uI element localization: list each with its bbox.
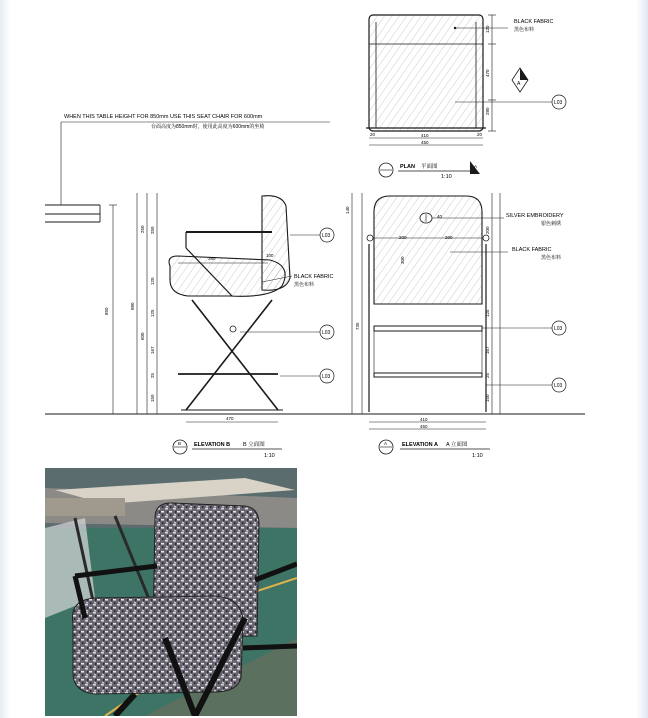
plan-scale: 1:10 xyxy=(441,174,452,180)
elev-b-title-letter: B xyxy=(178,441,182,446)
elev-a-title-letter: A xyxy=(384,441,388,446)
elev-b-scale: 1:10 xyxy=(264,453,275,459)
elev-b-dim-h2: 250 xyxy=(140,225,145,233)
elev-a-dim-w2: 200 xyxy=(445,235,453,240)
plan-section-marker xyxy=(512,68,528,92)
elev-a-backrest xyxy=(374,196,482,304)
elev-b-dim-seat: 600 xyxy=(140,332,145,340)
elevation-b-view xyxy=(104,193,334,459)
plan-fabric-label: BLACK FABRIC xyxy=(514,19,554,25)
table-top-stub xyxy=(45,205,100,222)
plan-dim-d1: 20 xyxy=(370,132,376,137)
elev-b-dim-h4: 125 xyxy=(150,309,155,317)
elev-b-dim-top2: 100 xyxy=(266,253,274,258)
elev-b-dim-h7: 150 xyxy=(150,394,155,402)
plan-dim-side3: 280 xyxy=(485,107,490,115)
elev-b-fabric-label: BLACK FABRIC xyxy=(294,274,334,280)
elev-a-dim-h1: 140 xyxy=(345,206,350,214)
elev-a-fabric-label-cn: 黑色布料 xyxy=(541,255,562,261)
elev-a-dim-h2: 300 xyxy=(400,256,405,264)
elev-a-dim-base-inner: 410 xyxy=(420,417,428,422)
elev-b-dim-h2b: 250 xyxy=(150,226,155,234)
note-en: WHEN THIS TABLE HEIGHT FOR 850mm USE THIS SEAT CHAIR FOR 600mm xyxy=(64,114,263,120)
elev-a-dim-base-outer: 450 xyxy=(420,424,428,429)
chair-photo-illustration xyxy=(45,468,297,716)
elev-b-dim-total: 850 xyxy=(104,307,109,315)
chair-photo xyxy=(45,468,297,716)
elev-a-callout-1: L03 xyxy=(554,326,563,332)
plan-dim-outer: 450 xyxy=(421,140,429,145)
plan-dim-side1: 120 xyxy=(485,25,490,33)
elev-b-leg-front xyxy=(186,300,272,410)
elev-b-dim-h1: 880 xyxy=(130,302,135,310)
elev-b-callout-3: L03 xyxy=(322,374,331,380)
elev-a-dim-h5: 167 xyxy=(485,346,490,354)
plan-title-cn: 平面图 xyxy=(421,164,438,170)
elev-a-dim-h6: 25 xyxy=(485,372,490,378)
elev-a-scale: 1:10 xyxy=(472,453,483,459)
elev-a-dim-h4: 125 xyxy=(485,309,490,317)
elev-b-dim-h6: 25 xyxy=(150,372,155,378)
elev-b-dim-base: 470 xyxy=(226,416,234,421)
elev-b-fabric-label-cn: 黑色布料 xyxy=(294,282,315,288)
elev-a-footrest xyxy=(374,373,482,377)
elev-a-title: ELEVATION A xyxy=(402,442,438,448)
elev-b-callout-1: L03 xyxy=(322,233,331,239)
note-block xyxy=(45,114,330,222)
elevation-a-view xyxy=(345,193,566,459)
plan-dim-inner: 410 xyxy=(421,133,429,138)
elev-a-title-cn: A 立面图 xyxy=(446,442,468,448)
elev-b-leg-back xyxy=(192,300,278,410)
plan-fabric-label-cn: 黑色布料 xyxy=(514,27,535,33)
elev-a-embroidery-label: SILVER EMBROIDERY xyxy=(506,213,564,219)
elev-a-callout-2: L03 xyxy=(554,383,563,389)
elev-b-title-cn: B 立面图 xyxy=(243,442,265,448)
note-cn: 台面高度为850mm时，使用此高度为600mm的坐椅 xyxy=(151,124,265,130)
plan-dim-side2: 470 xyxy=(485,69,490,77)
elev-a-dim-h7: 150 xyxy=(485,394,490,402)
elev-a-dim-r1: 200 xyxy=(485,226,490,234)
elev-b-title: ELEVATION B xyxy=(194,442,231,448)
plan-dim-d3: 20 xyxy=(477,132,483,137)
photo-chair-seat xyxy=(72,596,243,694)
plan-title: PLAN xyxy=(400,164,415,170)
elev-a-dim-w1: 200 xyxy=(399,235,407,240)
elev-b-dim-h5: 167 xyxy=(150,346,155,354)
elev-a-seat-rail xyxy=(374,326,482,331)
elev-b-dim-top: 380 xyxy=(208,256,216,261)
elev-a-embroidery-label-cn: 银色刺绣 xyxy=(541,221,562,227)
elev-a-fabric-label: BLACK FABRIC xyxy=(512,247,552,253)
plan-title-letter: A xyxy=(474,164,478,169)
plan-seat-outline xyxy=(369,15,483,131)
plan-section-letter: A xyxy=(517,81,521,87)
elev-a-dim-w3: 40 xyxy=(437,214,443,219)
elev-b-callout-2: L03 xyxy=(322,330,331,336)
elev-b-dim-h3: 120 xyxy=(150,277,155,285)
elev-a-dim-h3: 735 xyxy=(355,322,360,330)
plan-view xyxy=(366,15,566,180)
plan-callout: L03 xyxy=(554,100,563,106)
